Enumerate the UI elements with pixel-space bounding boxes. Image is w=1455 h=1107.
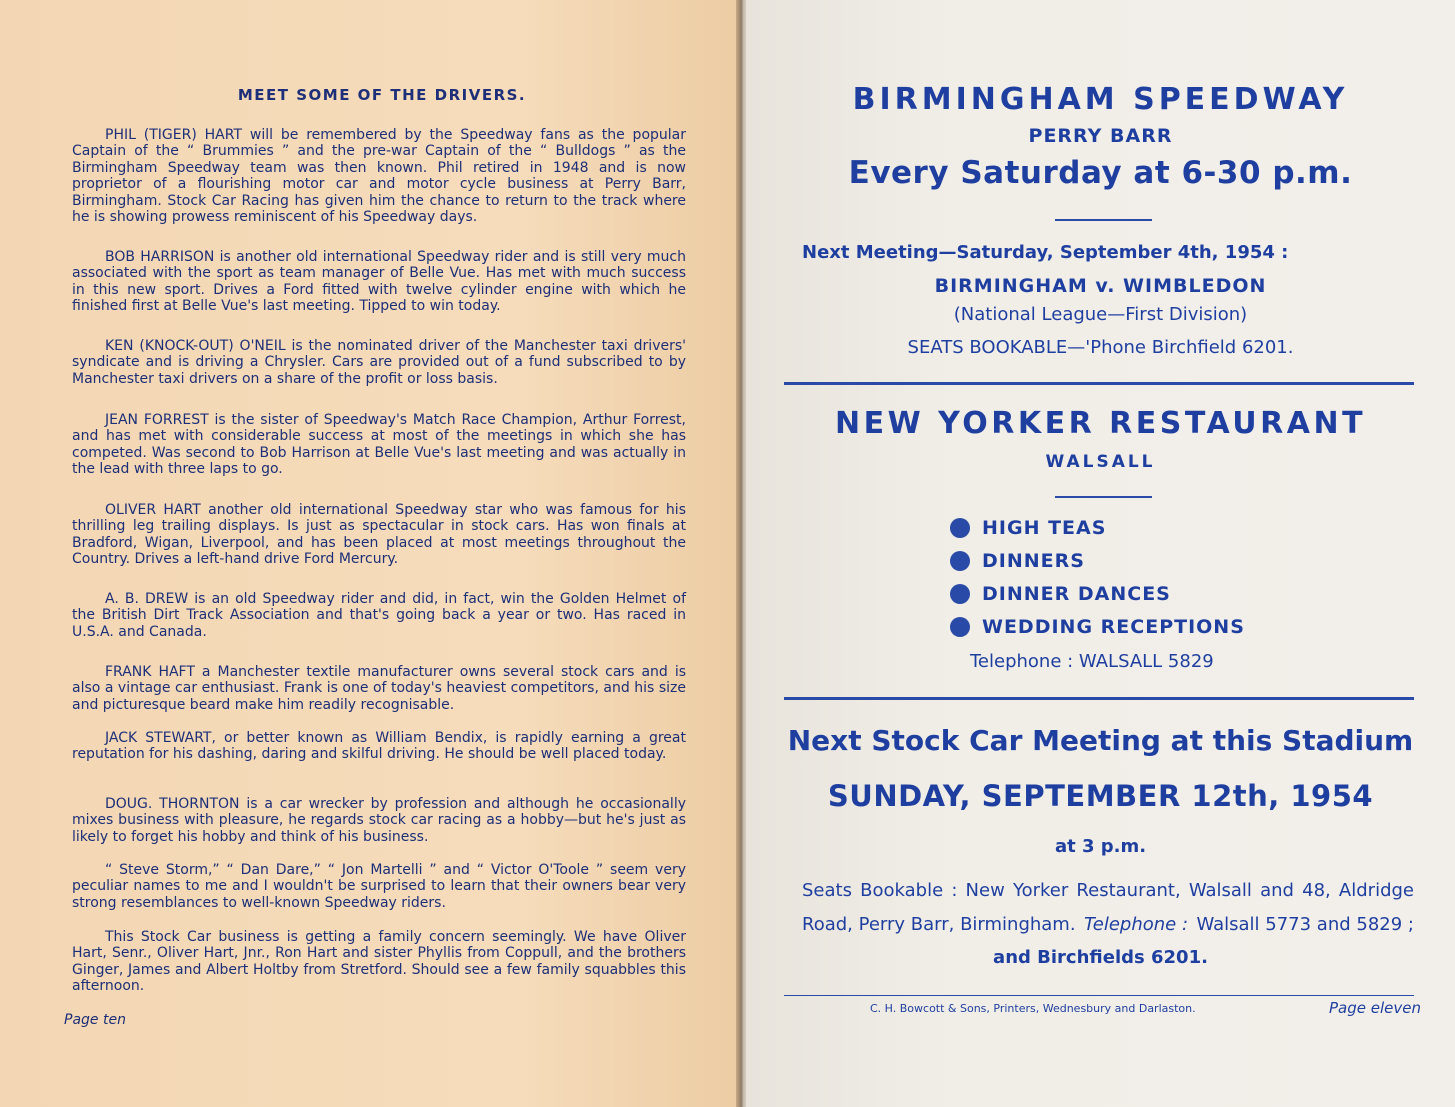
service-item: DINNER DANCES [950,583,1171,605]
paragraph-jack-stewart: JACK STEWART, or better known as William Bendix, is rapidly earning a great reputation for his dashing, daring and skilful driving. He should be well placed today. [72,730,686,763]
paragraph-bob-harrison: BOB HARRISON is another old international Speedway rider and is still very much associated with the sport as team manager of Belle Vue. Has met with much success in this new sport. Drives a Ford fitted with twelve cylinder engine with which he finished first at Belle Vue's last meeting. Tipped to win today. [72,249,686,315]
paragraph-family-concern: This Stock Car business is getting a family concern seemingly. We have Oliver Hart, Senr., Oliver Hart, Jnr., Ron Hart and sister Phyllis from Coppull, and the brothers Ginger, James and Albert Holtby from Stretford. Should see a few family squabbles this afternoon. [72,929,686,995]
speedway-subtitle: PERRY BARR [1028,125,1173,147]
restaurant-title: NEW YORKER RESTAURANT [834,406,1367,441]
service-item: HIGH TEAS [950,517,1106,539]
divider-short [1055,219,1152,221]
paragraph-ken-oneil: KEN (KNOCK-OUT) O'NEIL is the nominated driver of the Manchester taxi drivers' syndicate and is driving a Chrysler. Cars are provided out of a fund subscribed to by Manchester taxi drivers on a share of the profit or loss basis. [72,338,686,387]
speedway-seats-line: SEATS BOOKABLE—'Phone Birchfield 6201. [907,337,1294,358]
league-line: (National League—First Division) [953,304,1248,325]
page-number-right: Page eleven [1329,999,1421,1017]
paragraph-jean-forrest: JEAN FORREST is the sister of Speedway's Match Race Champion, Arthur Forrest, and has met with considerable success at most of the meetings in which she has competed. Was second to Bob Harrison at Belle Vue's last meeting and was actually in the lead with three laps to go. [72,412,686,478]
speedway-title: BIRMINGHAM SPEEDWAY [852,82,1349,117]
seats-line-2: Road, Perry Barr, Birmingham. Telephone : Walsall 5773 and 5829 ; [802,914,1414,935]
seats-line-1: Seats Bookable : New Yorker Restaurant, Walsall and 48, Aldridge [802,880,1414,901]
paragraph-driver-nicknames: “ Steve Storm,” “ Dan Dare,” “ Jon Martelli ” and “ Victor O'Toole ” seem very peculiar names to me and I wouldn't be surprised to learn that their owners bear very strong resemblances to well-known Speedway riders. [72,862,686,911]
next-meeting-headline: Next Stock Car Meeting at this Stadium [787,724,1414,757]
bullet-icon [950,518,970,538]
service-item: WEDDING RECEPTIONS [950,616,1245,638]
restaurant-telephone: Telephone : WALSALL 5829 [970,651,1214,672]
bullet-icon [950,617,970,637]
footer-divider [784,995,1414,996]
right-page [746,0,1455,1107]
page-number-left: Page ten [64,1012,126,1028]
seats-line-3: and Birchfields 6201. [993,947,1208,968]
drivers-heading: MEET SOME OF THE DRIVERS. [237,86,527,104]
next-meeting-date: SUNDAY, SEPTEMBER 12th, 1954 [827,779,1374,813]
next-meeting-time: at 3 p.m. [1054,836,1147,857]
section-divider [784,382,1414,385]
paragraph-phil-hart: PHIL (TIGER) HART will be remembered by the Speedway fans as the popular Captain of the “ Brummies ” and the pre-war Captain of the “ Bulldogs ” as the Birmingham Speedway team was then known. Phil retired in 1948 and is now proprietor of a flourishing motor car and motor cycle business at Perry Barr, Birmingham. Stock Car Racing has given him the chance to return to the track where he is showing prowess reminiscent of his Speedway days. [72,127,686,226]
divider-short [1055,496,1152,498]
next-meeting-line: Next Meeting—Saturday, September 4th, 1954 : [802,242,1289,263]
bullet-icon [950,584,970,604]
section-divider [784,697,1414,700]
service-item: DINNERS [950,550,1085,572]
match-line: BIRMINGHAM v. WIMBLEDON [934,275,1267,297]
paragraph-frank-haft: FRANK HAFT a Manchester textile manufacturer owns several stock cars and is also a vintage car enthusiast. Frank is one of today's heaviest competitors, and his size and picturesque beard make him readily recognisable. [72,664,686,713]
bullet-icon [950,551,970,571]
restaurant-location: WALSALL [1045,452,1156,472]
paragraph-doug-thornton: DOUG. THORNTON is a car wrecker by profession and although he occasionally mixes business with pleasure, he regards stock car racing as a hobby—but he's just as likely to forget his hobby and think of his business. [72,796,686,845]
paragraph-ab-drew: A. B. DREW is an old Speedway rider and did, in fact, win the Golden Helmet of the British Dirt Track Association and that's going back a year or two. Has raced in U.S.A. and Canada. [72,591,686,640]
paragraph-oliver-hart: OLIVER HART another old international Speedway star who was famous for his thrilling leg trailing displays. Is just as spectacular in stock cars. Has won finals at Bradford, Wigan, Liverpool, and has been placed at most meetings throughout the Country. Drives a left-hand drive Ford Mercury. [72,502,686,568]
printer-credit: C. H. Bowcott & Sons, Printers, Wednesbury and Darlaston. [870,1002,1196,1015]
speedway-schedule: Every Saturday at 6-30 p.m. [848,155,1353,191]
